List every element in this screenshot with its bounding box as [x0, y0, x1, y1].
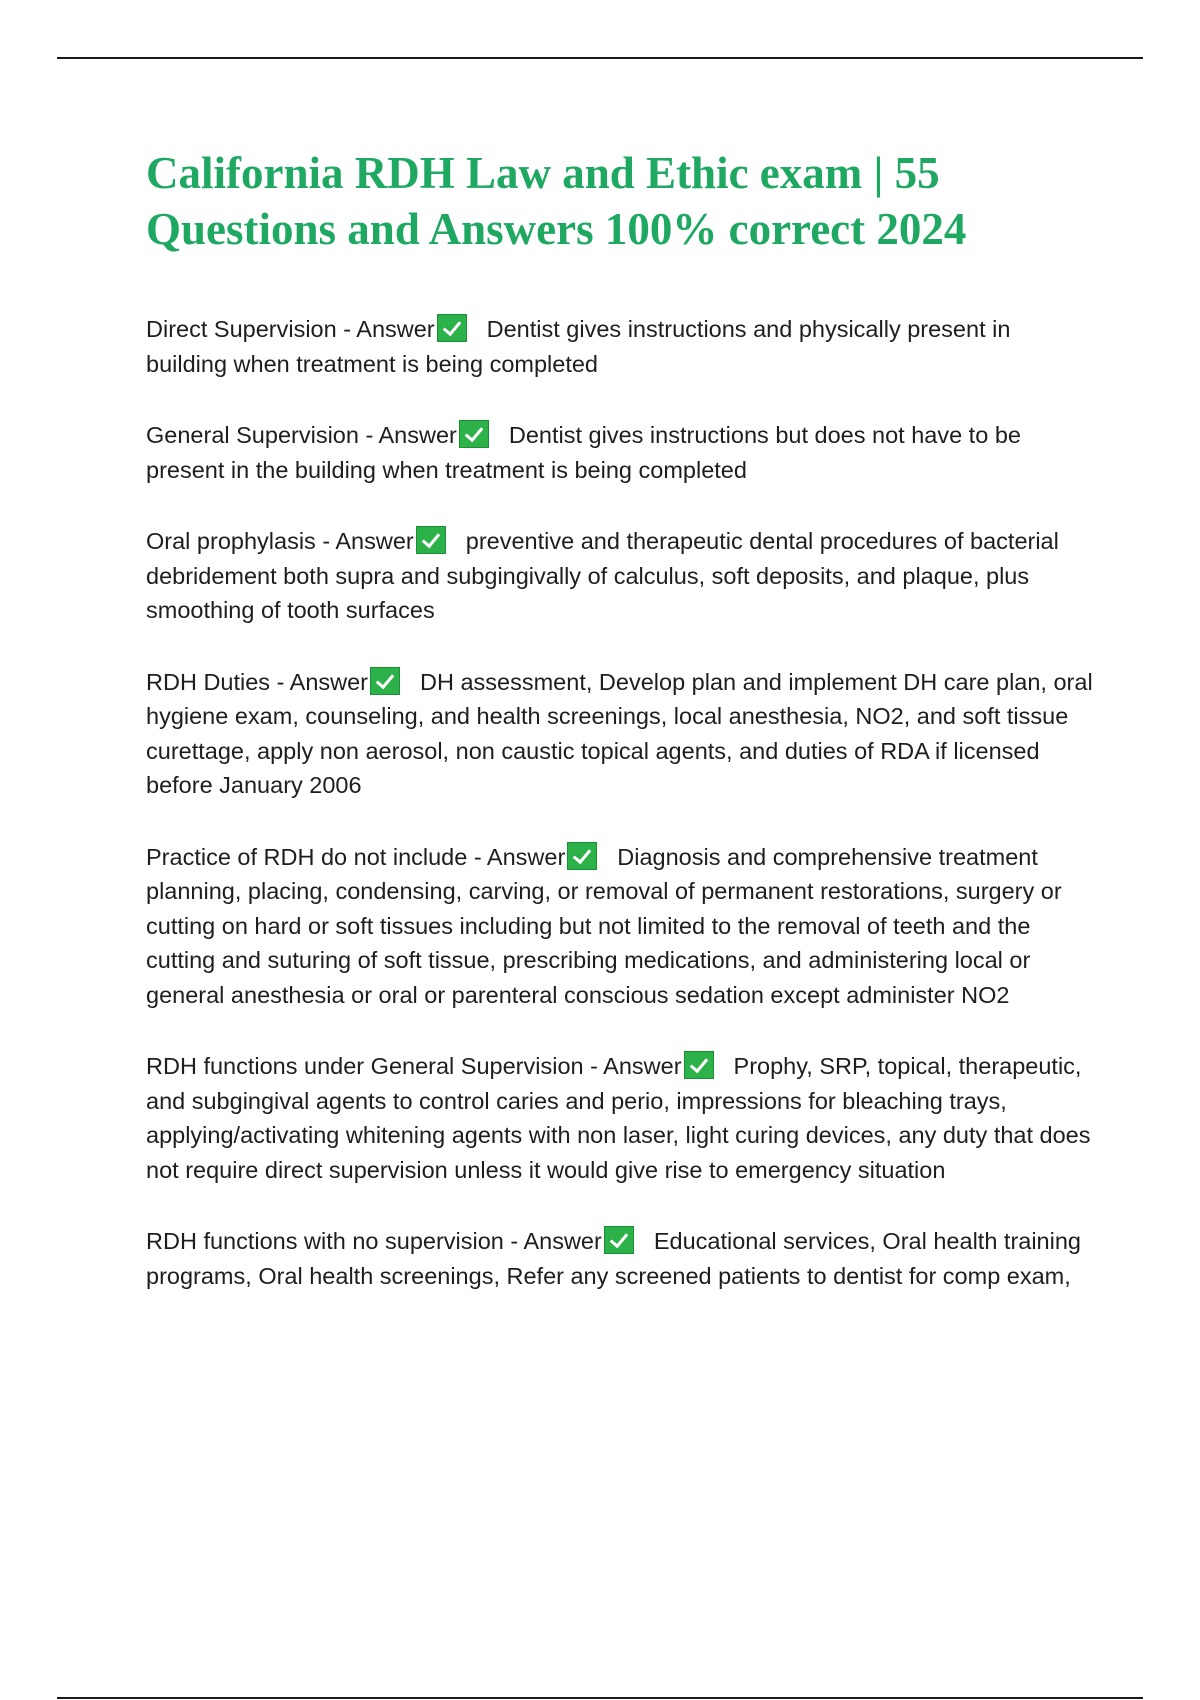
check-mark-icon [416, 526, 446, 554]
qa-answer: preventive and therapeutic dental procedures of bacterial debridement both supra and subgingivally of calculus, soft deposits, and plaque, plus smoothing of tooth surfaces [146, 528, 1059, 623]
qa-term: RDH functions with no supervision - Answer [146, 1228, 602, 1254]
qa-term: Oral prophylasis - Answer [146, 528, 414, 554]
top-rule [57, 57, 1143, 59]
document-title: California RDH Law and Ethic exam | 55 Questions and Answers 100% correct 2024 [146, 148, 967, 254]
check-mark-icon [459, 420, 489, 448]
document-body [146, 145, 1096, 1330]
qa-answer: Dentist gives instructions but does not have to be present in the building when treatment is being completed [146, 422, 1021, 483]
qa-term: RDH Duties - Answer [146, 668, 368, 695]
check-mark-icon [370, 667, 400, 695]
qa-answer: Educational services, Oral health training programs, Oral health screenings, Refer any screened patients to dentist for comp exam, [146, 1228, 1081, 1289]
qa-term: RDH functions under General Supervision - Answer [146, 1053, 682, 1079]
qa-item [146, 524, 1096, 628]
qa-term: Direct Supervision - Answer [146, 316, 435, 342]
check-mark-icon [604, 1226, 634, 1254]
qa-term: General Supervision - Answer [146, 422, 457, 448]
qa-answer: Dentist gives instructions and physically present in building when treatment is being completed [146, 316, 1011, 377]
qa-answer: Diagnosis and comprehensive treatment planning, placing, condensing, carving, or removal of permanent restorations, surgery or cutting on hard or soft tissues including but not limited to the removal of teeth and the cutting and suturing of soft tissue, prescribing medications, and administering local or general anesthesia or oral or parenteral conscious sedation except administer NO2 [146, 843, 1062, 1008]
qa-answer: Prophy, SRP, topical, therapeutic, and subgingival agents to control caries and perio, impressions for bleaching trays, applying/activating whitening agents with non laser, light curing devices, any duty that does not require direct supervision unless it would give rise to emergency situation [146, 1053, 1091, 1183]
qa-term: Practice of RDH do not include - Answer [146, 843, 566, 870]
check-mark-icon [437, 314, 467, 342]
qa-item [146, 312, 1096, 381]
check-mark-icon [684, 1051, 714, 1079]
qa-item [146, 1049, 1096, 1187]
qa-item [146, 418, 1096, 487]
bottom-rule [57, 1697, 1143, 1699]
check-mark-icon [567, 842, 597, 870]
qa-item [146, 1224, 1096, 1293]
qa-answer: DH assessment, Develop plan and implement DH care plan, oral hygiene exam, counseling, and health screenings, local anesthesia, NO2, and soft tissue curettage, apply non aerosol, non caustic topical agents, and duties of RDA if licensed before January 2006 [146, 668, 1093, 798]
qa-item [146, 840, 1096, 1013]
qa-item [146, 665, 1096, 803]
